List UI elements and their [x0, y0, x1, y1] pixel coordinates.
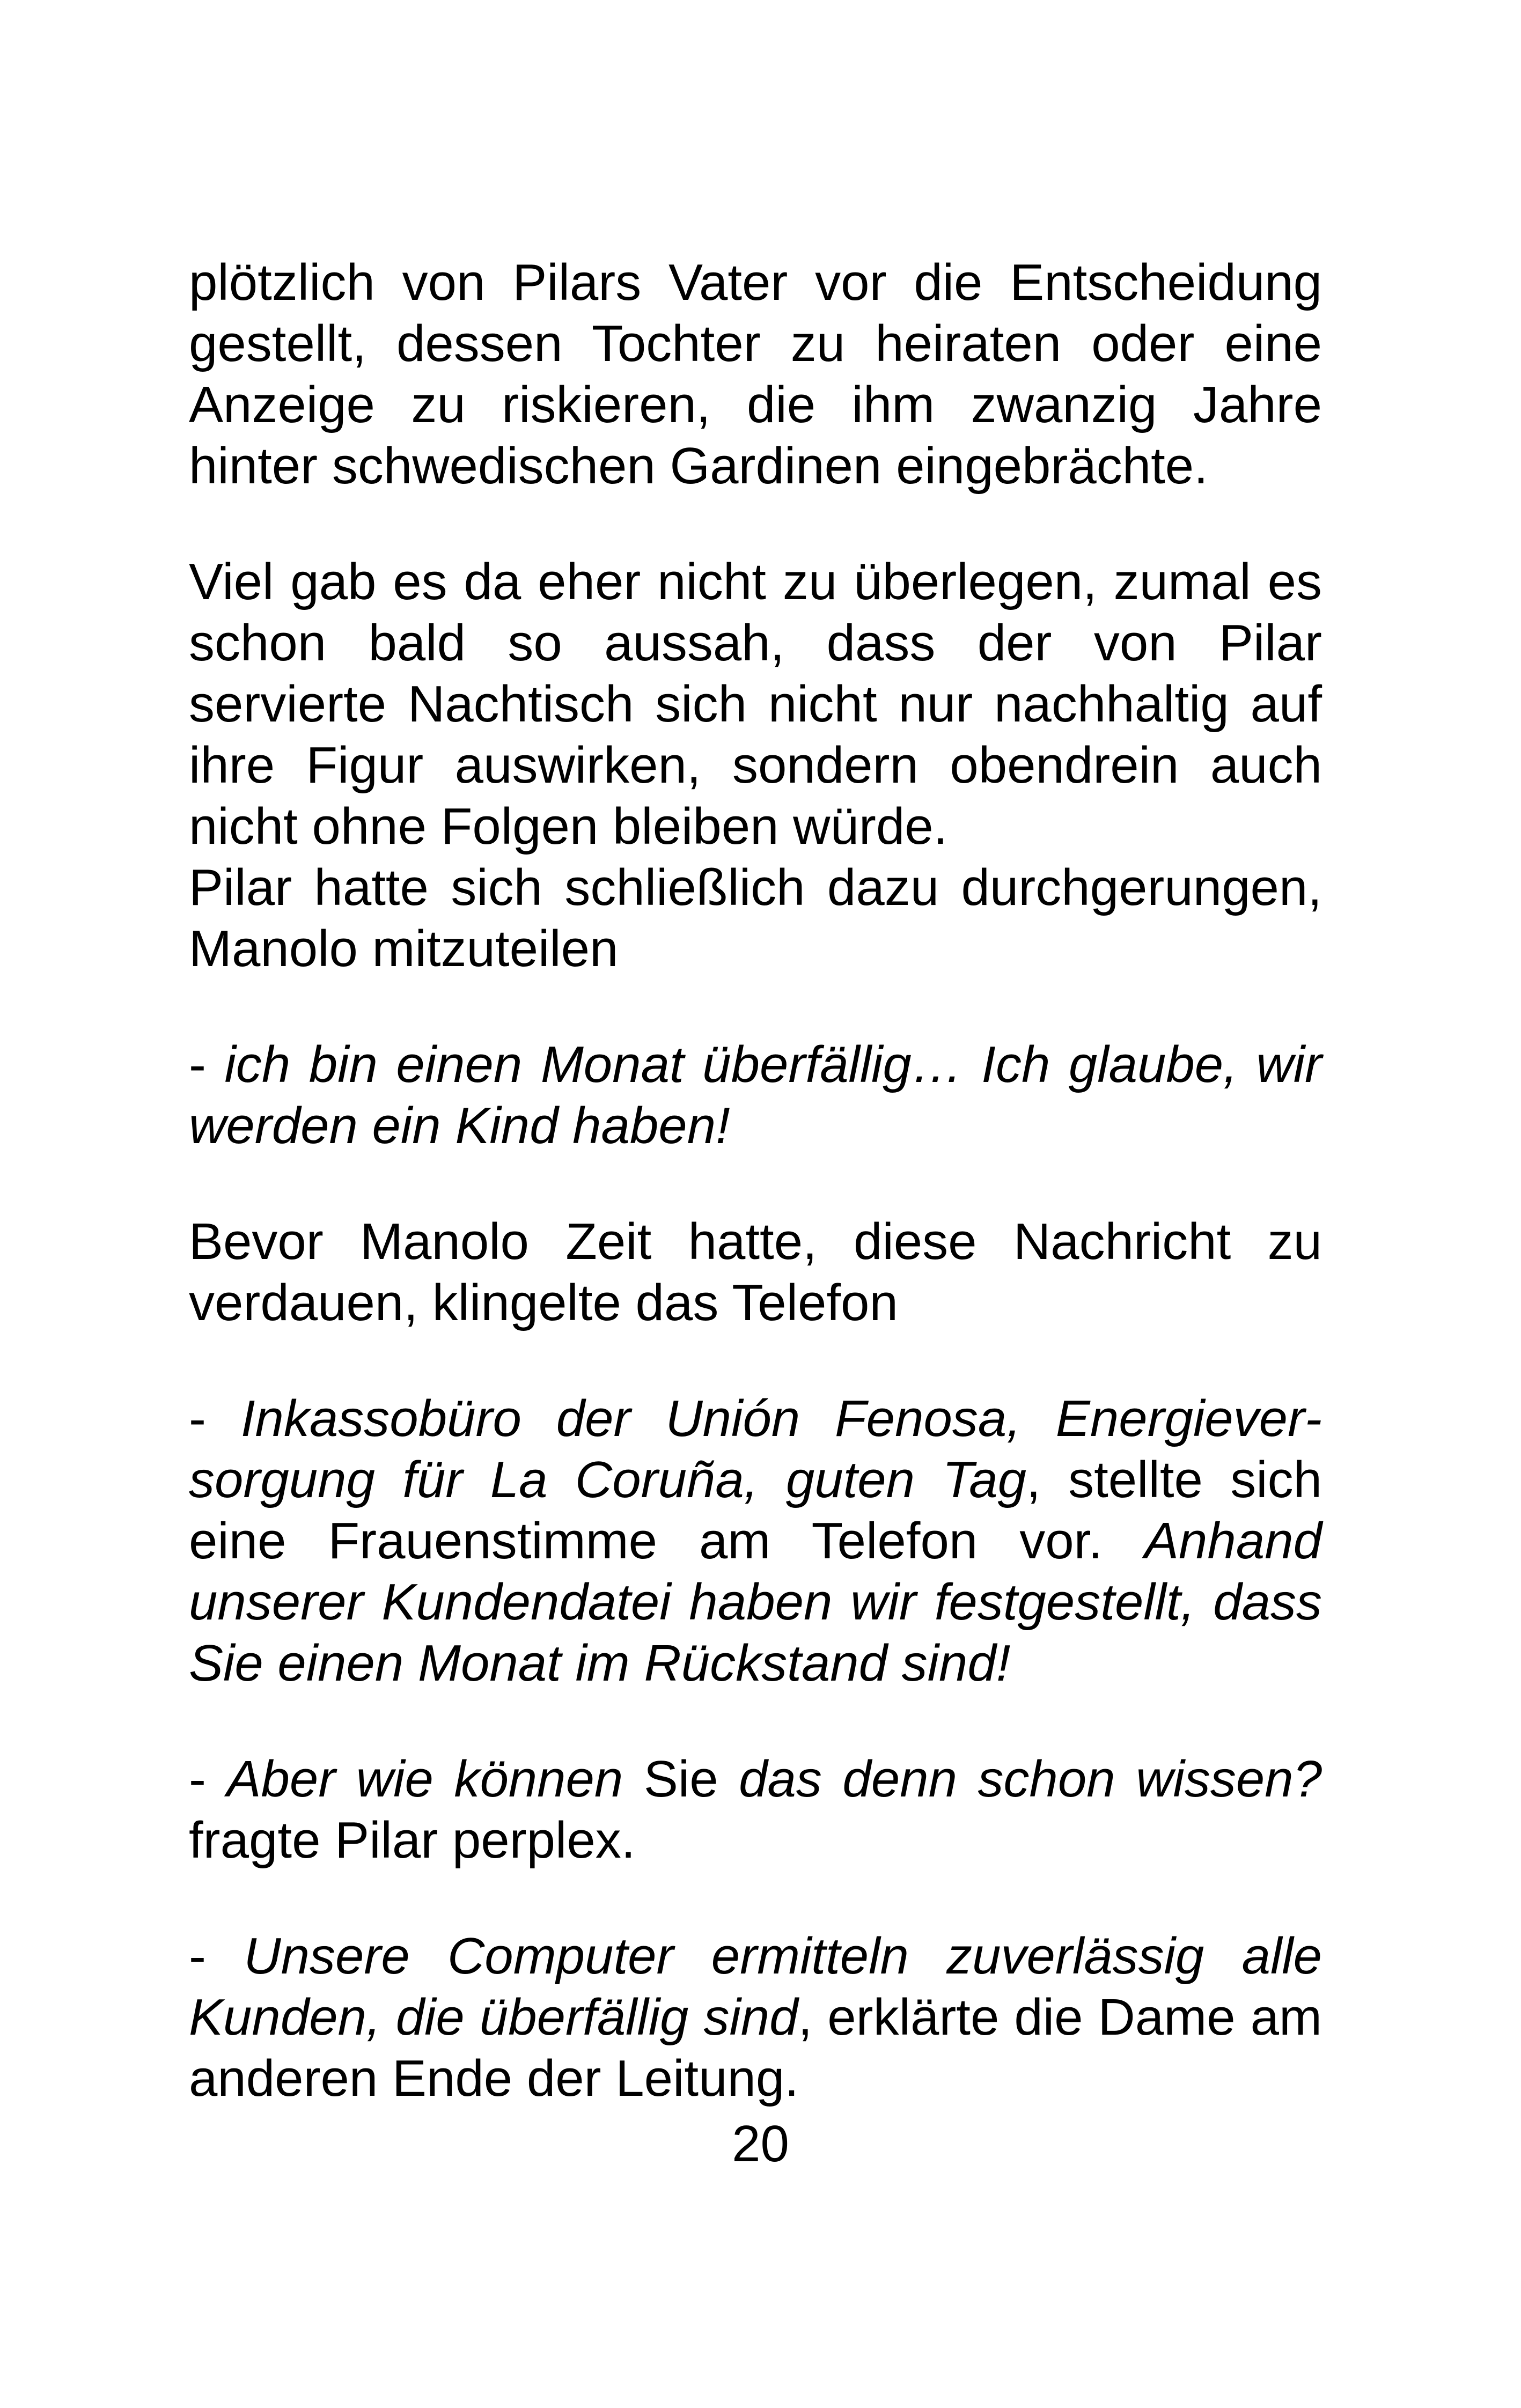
italic-text-segment: ich bin einen Monat überfällig… Ich glaube, wir werden ein Kind haben! [189, 1036, 1322, 1154]
text-segment: - [189, 1390, 241, 1447]
text-segment: , erklärte die Dame am anderen Ende der Leitung. [189, 1989, 1322, 2107]
paragraph-2 [189, 551, 1322, 857]
italic-text-segment: das denn schon wissen? [739, 1750, 1322, 1808]
paragraph-5 [189, 1211, 1322, 1334]
text-segment: Pilar hatte sich schließlich dazu durchgerungen, Manolo mitzuteilen [189, 859, 1322, 977]
paragraph-6 [189, 1388, 1322, 1694]
paragraph-4 [189, 1034, 1322, 1157]
text-segment: Viel gab es da eher nicht zu überlegen, zumal es schon bald so aussah, dass der von Pilar servierte Nachtisch sich nicht nur nachhaltig auf ihre Figur auswirken, sondern obendrein auch nicht ohne Folgen bleiben würde. [189, 553, 1322, 855]
text-segment: , stellte sich eine Frauenstimme am Telefon vor. [189, 1451, 1322, 1570]
italic-text-segment: Anhand unserer Kundendatei haben wir festgestellt, dass Sie einen Monat im Rückstand sind! [189, 1512, 1322, 1692]
paragraph-1 [189, 252, 1322, 497]
text-segment: plötzlich von Pilars Vater vor die Entscheidung gestellt, dessen Tochter zu heiraten oder eine Anzeige zu riskieren, die ihm zwanzig Jahre hinter schwedischen Gardinen eingebrächte. [189, 254, 1322, 495]
italic-text-segment: Unsere Computer ermitteln zuverlässig alle Kunden, die überfällig sind [189, 1927, 1322, 2046]
italic-text-segment: Aber wie können [226, 1750, 623, 1808]
text-segment: Bevor Manolo Zeit hatte, diese Nachricht zu verdauen, klingelte das Telefon [189, 1213, 1322, 1331]
text-segment: - [189, 1927, 244, 1985]
text-segment: - [189, 1036, 225, 1093]
paragraph-8 [189, 1926, 1322, 2109]
paragraph-7 [189, 1749, 1322, 1871]
paragraph-3 [189, 857, 1322, 980]
text-segment: - [189, 1750, 227, 1808]
page-body [189, 252, 1322, 2109]
text-segment: fragte Pilar perplex. [189, 1811, 636, 1869]
page-number: 20 [732, 2115, 789, 2173]
text-segment: Sie [623, 1750, 739, 1808]
italic-text-segment: Inkassobüro der Unión Fenosa, Energieversorgung für La Coruña, guten Tag [189, 1390, 1322, 1508]
